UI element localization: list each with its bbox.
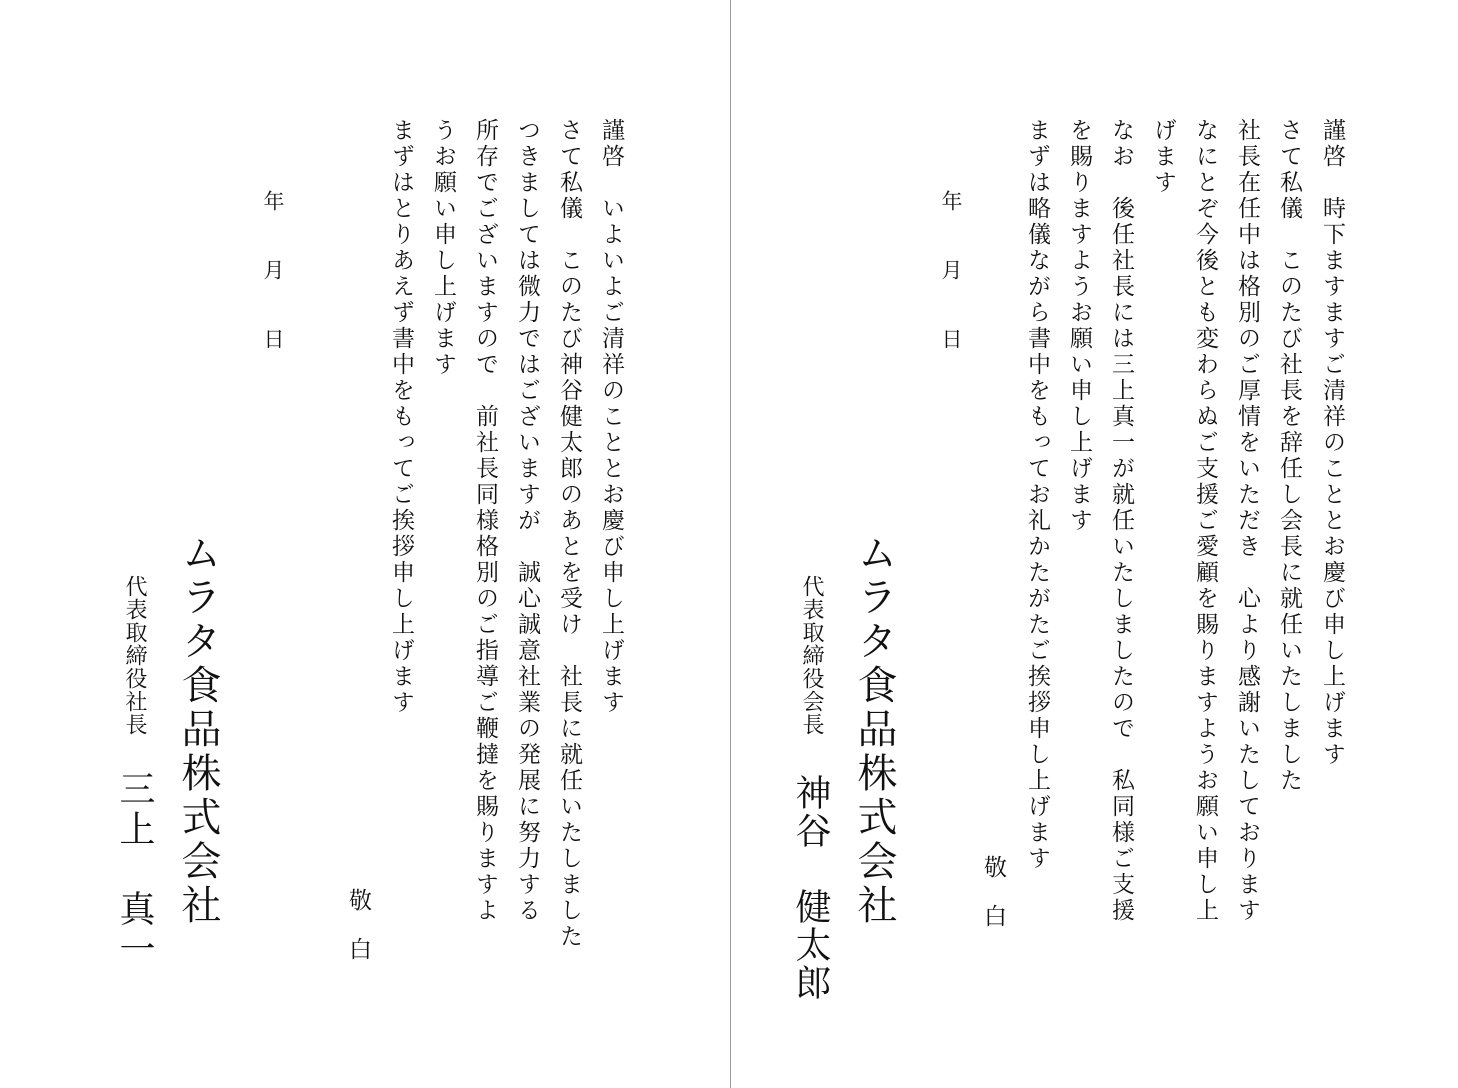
right-body-line-4: なにとぞ今後とも変わらぬご支援ご愛顧を賜りますようお願い申し上: [1192, 118, 1218, 924]
right-body-line-1: 謹啓 時下ますますご清祥のこととお慶び申し上げます: [1319, 118, 1345, 768]
left-body-line-3: つきましては微力ではございますが 誠心誠意社業の発展に努力する: [514, 118, 540, 924]
left-signatory-name: 三上 真一: [114, 770, 155, 970]
left-body-line-1: 謹啓 いよいよご清祥のこととお慶び申し上げます: [598, 118, 624, 716]
page-divider: [730, 0, 731, 1088]
right-signatory-name: 神谷 健太郎: [790, 774, 831, 1002]
left-body-line-4: 所存でございますので 前社長同様格別のご指導ご鞭撻を賜りますよ: [472, 118, 498, 924]
right-body-line-5: げます: [1150, 118, 1176, 196]
right-body-line-2: さて私儀 このたび社長を辞任し会長に就任いたしました: [1276, 118, 1302, 794]
right-body-line-7: を賜りますようお願い申し上げます: [1066, 118, 1092, 534]
right-body-line-8: まずは略儀ながら書中をもってお礼かたがたご挨拶申し上げます: [1024, 118, 1050, 872]
left-body-line-5: うお願い申し上げます: [430, 118, 456, 378]
right-closing: 敬白: [980, 855, 1006, 953]
left-body-line-6: まずはとりあえず書中をもってご挨拶申し上げます: [388, 118, 414, 716]
right-date: 年月日: [939, 190, 963, 397]
left-signatory-title: 代表取締役社長: [122, 575, 147, 736]
right-body-line-3: 社長在任中は格別のご厚情をいただき 心より感謝いたしております: [1234, 118, 1260, 924]
left-closing: 敬白: [345, 888, 371, 986]
right-body-line-6: なお 後任社長には三上真一が就任いたしましたので 私同様ご支援: [1108, 118, 1134, 924]
right-company-name: ムラタ食品株式会社: [851, 532, 897, 928]
left-date: 年月日: [261, 190, 285, 397]
left-body-line-2: さて私儀 このたび神谷健太郎のあとを受け 社長に就任いたしました: [556, 118, 582, 950]
right-signatory-title: 代表取締役会長: [799, 575, 824, 736]
left-company-name: ムラタ食品株式会社: [175, 532, 221, 928]
